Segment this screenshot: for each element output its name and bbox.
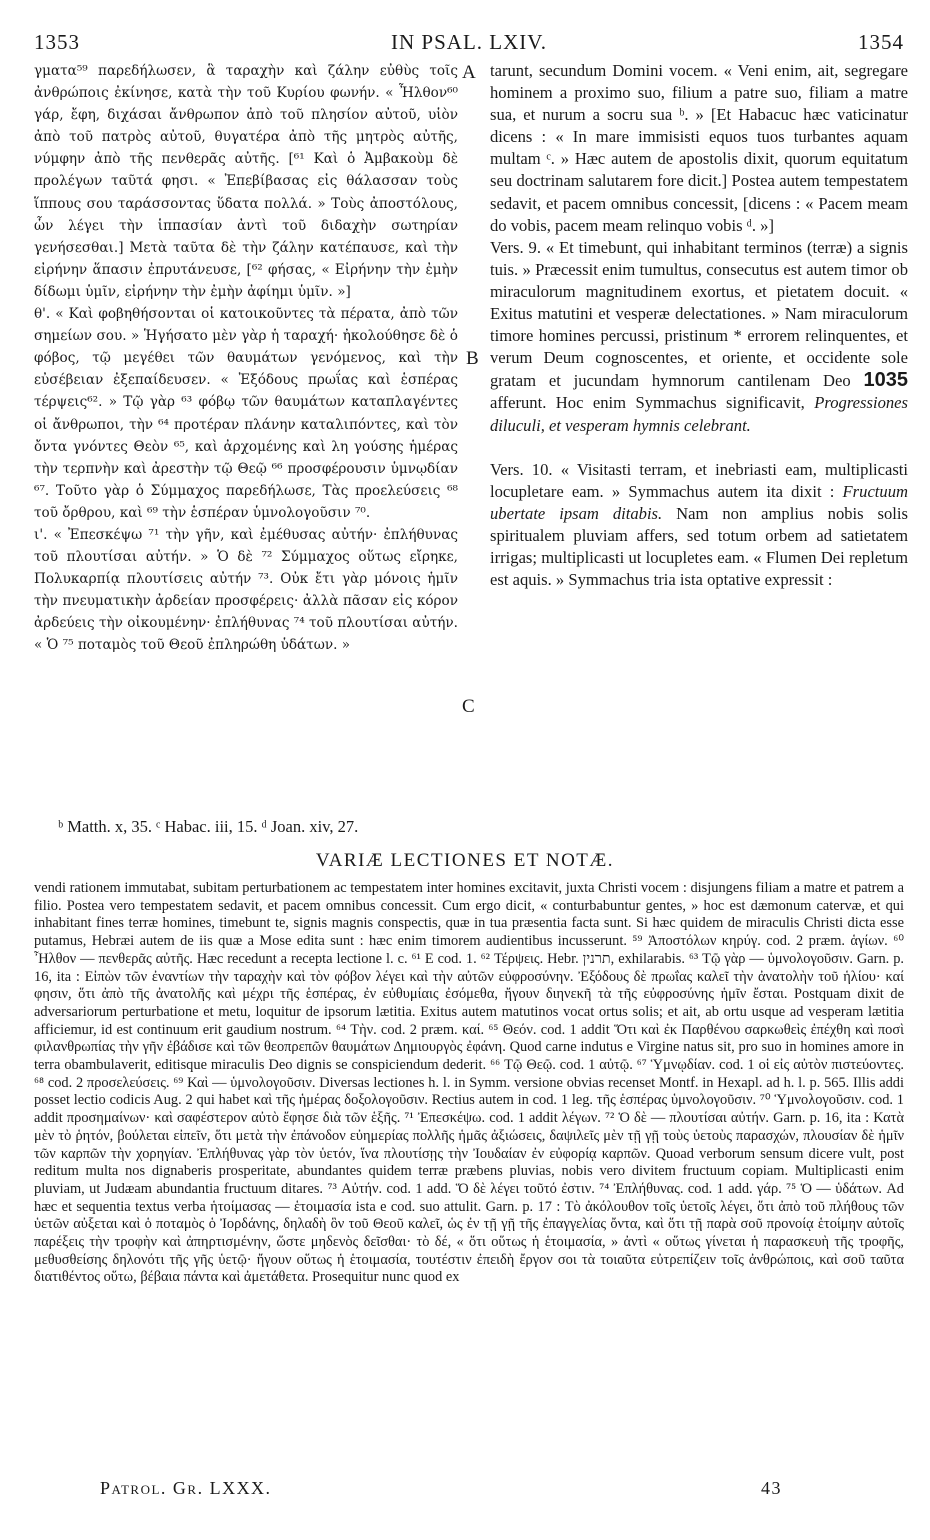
footer-volume: Patrol. Gr. LXXX. [100, 1478, 272, 1498]
latin-verse-10-italic: Fructuum ubertate ipsam ditabis. [490, 481, 908, 523]
latin-paragraph-2 [490, 237, 908, 437]
greek-paragraph-2: θ'. « Καὶ φοβηθήσονται οἱ κατοικοῦντες τὰ πέρατα, ἀπὸ τῶν σημείων σου. » Ἡγήσατο μὲν γὰρ ἡ ταραχή· ἠκολούθησε δὲ ὁ φόβος, τῷ μεγέθει τῶν θαυμάτων γενόμενος, καὶ τὴν εὐσέβειαν ἐξεπαίδευσεν. « Ἐξόδους πρωΐας καὶ ἑσπέρας τέρψεις⁶². » Τῷ γὰρ ⁶³ φόβῳ τῶν θαυμάτων καταπλαγέντες οἱ ἄνθρωποι, τὴν ⁶⁴ προτέραν πλάνην καταλιπόντες, καὶ τὸν ὄντα γνόντες Θεὸν ⁶⁵, καὶ ἀρχομένης καὶ λη γούσης ἡμέρας τὴν τερπνὴν καὶ ἀρεστὴν τῷ Θεῷ ⁶⁶ προσφέρουσιν ὑμνῳδίαν ⁶⁷. Τοῦτο γὰρ ὁ Σύμμαχος παρεδήλωσε, Τὰς προελεύσεις ⁶⁸ τοῦ ὄρθρου, καὶ ⁶⁹ τὴν ἑσπέραν ὑμνολογοῦσιν ⁷⁰. [34, 306, 458, 521]
scripture-footnotes: ᵇ Matth. x, 35. ᶜ Habac. iii, 15. ᵈ Joan. xiv, 27. [58, 817, 359, 836]
greek-column [34, 60, 458, 812]
margin-letter-c: C [462, 696, 475, 717]
column-number-right: 1354 [858, 30, 904, 54]
latin-column [490, 60, 908, 812]
notes-text: vendi rationem immutabat, subitam perturbationem ac tempestatem inter homines excitavit, juxta Christi vocem : disjungens filiam a matre et patrem a filio. Postea vero tempestatem sedavit, et pacem omnibus concessit. Cum ergo dicit, « conturbabuntur gentes, » hoc est dæmonum catervæ, et qui inhabitant fines terræ homines, timebunt te, signis magnis conspectis, quæ in tua præsentia facta sunt. Si hæc quidem de miraculis Christi dicta esse putamus, Hebræi autem de iis quæ a Mose edita sunt : hæc enim timorem audientibus incusserunt. ⁵⁹ Ἀποστόλων κηρύγ. cod. 2 præm. ἁγίων. ⁶⁰ Ἦλθον — πενθερᾶς αὐτῆς. Hæc recedunt a recepta lectione l. c. ⁶¹ E cod. 1. ⁶² Τέρψεις. Hebr. תרנין, exhilarabis. ⁶³ Τῷ γὰρ — ὑμνολογοῦσιν. Garn. p. 16, ita : Εἰπὼν τῶν ἐναντίων τὴν ταραχὴν καὶ τὸν φόβον λέγει καὶ τὴν αὐτῶν εὐφροσύνην. Ἐξόδους δὲ πρωΐας καλεῖ τὴν ἀνατολὴν τοῦ ἡλίου· καί φησιν, ὅτι ἀπὸ τῆς ἀνατολῆς καὶ μέχρι τῆς ἑσπέρας, ἐν εὐθυμίαις ἐσόμεθα, ἤγουν διηνεκῆ τὰ τῆς εὐφροσύνης ἡμῖν ἔσται. Postquam dixit de adversariorum perturbatione et metu, loquitur de ipsorum lætitia. Exitus autem matutinos vocat ortus solis; et ait, ab ortu usque ad vesperam lætitia afficiemur, id est continuum erit gaudium nostrum. ⁶⁴ Τὴν. cod. 2 præm. καί. ⁶⁵ Θεόν. cod. 1 addit Ὅτι καὶ ἐκ Παρθένου σαρκωθεὶς ἐπέχθη καὶ ποσὶ φιλανθρωπίας τὴν γῆν ἐβάδισε καὶ τῶν θεοπρεπῶν θαυμάτων Δημιουργὸς ἐφάνη. Quod carne indutus e Virgine natus sit, pro suo in homines amore in terra obambulaverit, editisque miraculis Deo dignis se conspiciendum dederit. ⁶⁶ Τῷ Θεῷ. cod. 1 αὐτῷ. ⁶⁷ Ὑμνῳδίαν. cod. 1 οἱ εἰς αὐτὸν πιστεύοντες. ⁶⁸ cod. 2 προσελεύσεις. ⁶⁹ Καὶ — ὑμνολογοῦσιν. Diversas lectiones h. l. in Symm. versione obvias recenset Montf. in Hexapl. ad h. l. p. 565. Illis addi posset lectio codicis Aug. 2 qui habet καὶ τῆς ἡμέρας δοξολογοῦσιν. Rectius autem in cod. 1 leg. τῆς ἑσπέρας ὑμνολογοῦσιν. ⁷⁰ Ὑμνολογοῦσιν. cod. 1 addit προσημαίνων· καὶ σαφέστερον αὐτὸ ἔφησε διὰ τῶν ἑξῆς. ⁷¹ Ἐπεσκέψω. cod. 1 addit λέγων. ⁷² Ὁ δὲ — πλουτίσαι αὐτήν. Garn. p. 16, ita : Κατὰ μὲν τὸ ῥητόν, βούλεται εἰπεῖν, ὅτι μετὰ τὴν ἐπάνοδον εὐημερίας πολλῆς ἡμᾶς ἀξιώσεις, δαψιλεῖς μὲν τῇ γῇ τοὺς ὑετοὺς παρασχών, πλουσίαν δὲ ἡμῖν τῶν καρπῶν τὴν χορηγίαν. Ἐπλήθυνας γὰρ τὸν ὑετόν, ἵνα πλουτίσῃς τὴν Ἰουδαίαν ἐν εὐφορίᾳ καρπῶν. Quoad verborum sensum dicere vult, post reditum multa nos dignaberis prosperitate, abundantes quidem terræ præbens pluvias, nobis vero divitem fructuum copiam. Multiplicasti enim pluviam, ut Judæam abundantia fructuum ditares. ⁷³ Αὐτήν. cod. 1 add. Ὅ δὲ λέγει τοῦτό ἐστιν. ⁷⁴ Ἐπλήθυνας. cod. 1 add. γάρ. ⁷⁵ Ὁ — ὑδάτων. Ad hæc et sequentia textus verba ἡτοίμασας — ἑτοιμασία ista e cod. suo attulit. Garn. p. 17 : Τὸ ἀκόλουθον τοῖς ὑετοῖς λέγει, ὅτι ἀπὸ τοῦ πλήθους τῶν ὑετῶν αὐξεται καὶ ὁ ποταμὸς ὁ Ἰορδάνης, δηλαδὴ ὃν τοῦ Θεοῦ καλεῖ, ὡς ἐν τῇ γῇ τῆς ἐπαγγελίας ὄντα, καὶ ὅτι τῇ παρὰ σοῦ προνοίᾳ ἑτοίμην αὐτοῖς παρέξεις τὴν τροφὴν καὶ ἀπηρτισμένην, ὥστε μηδενὸς δεῖσθαι· τὸ δέ, « ὅτι οὕτως ἡ ἑτοιμασία, » ἀντὶ « οὕτως γίνεται ἡ παρασκευὴ τῆς τροφῆς, μεθυσθείσης δηλονότι τῆς γῆς ὑετῷ· ἤγουν οὕτως ἡ ἑτοιμασία, τουτέστιν ἐπειδὴ ἔργον σοι τὰ τοιαῦτα εὐτρεπίζειν τοῖς ἀνθρώποις, καὶ σοῦ ταῦτα διατιθέντος οὕτω, βέβαια πάντα καὶ ἀμετάθετα. Prosequitur nunc quod ex [34, 880, 904, 1286]
greek-paragraph-1: γματα⁵⁹ παρεδήλωσεν, ἃ ταραχὴν καὶ ζάλην εὐθὺς τοῖς ἀνθρώποις ἐκίνησε, κατὰ τὴν τοῦ Κυρίου φωνήν. « Ἦλθον⁶⁰ γάρ, ἔφη, διχάσαι ἄνθρωπον ἀπὸ τοῦ πλησίον αὐτοῦ, υἱὸν ἀπὸ τοῦ πατρὸς αὐτοῦ, θυγατέρα ἀπὸ τῆς μητρὸς αὐτῆς, νύμφην ἀπὸ τῆς πενθερᾶς αὐτῆς. [⁶¹ Καὶ ὁ Ἀμβακοὺμ δὲ προλέγων ταῦτά φησι. « Ἐπεβίβασας εἰς θάλασσαν τοὺς ἵππους σου ταράσσοντας ὕδατα πολλά. » Τοὺς ἀποστόλους, ὧν λέγει τὴν ἱππασίαν ἀντὶ τοῦ διδαχὴν σωτηρίαν γενήσεσθαι.] Μετὰ ταῦτα δὲ τὴν ζάλην κατέπαυσε, καὶ τὴν εἰρήνην ἅπασιν ἐπρυτάνευσε, [⁶² φήσας, « Εἰρήνην τὴν ἐμὴν δίδωμι ὑμῖν, εἰρήνην τὴν ἐμὴν ἀφίημι ὑμῖν. »] [34, 63, 458, 300]
latin-verse-10-text: Vers. 10. « Visitasti terram, et inebriasti eam, multiplicasti locupletare eam. » Symmachus autem ita dixit : [490, 459, 908, 501]
latin-paragraph-1: tarunt, secundum Domini vocem. « Veni enim, ait, segregare hominem a proximo suo, filium a patre suo, filiam a matre sua, et nurum a socru sua ᵇ. » [Et Habacuc hæc vaticinatur dicens : « In mare immisisti equos tuos turbantes aquam multam ᶜ. » Hæc autem de apostolis dixit, quorum equitatum seu doctrinam salutarem fore dicit.] Postea autem tempestatem sedavit, et pacem omnibus concessit, [dicens : « Pacem meam do vobis, pacem meam relinquo vobis ᵈ. »] [490, 61, 908, 235]
margin-letter-b: B [466, 348, 479, 369]
variant-readings-notes [34, 880, 904, 1465]
text-columns [34, 60, 908, 820]
latin-verse-9-text: Vers. 9. « Et timebunt, qui inhabitant terminos (terræ) a signis tuis. » Præcessit enim tumultus, consecutus est autem timor ob miraculorum magnitudinem exortus, et pietatem docuit. « Exitus matutini et vesperæ delectationes. » Nam miraculorum timore homines percussi, pristinum * errorem relinquentes, et verum Deum cognoscentes, et oriente, et occidente sole gratam et jucundam hymnorum cantilenam Deo [490, 237, 908, 391]
running-title: IN PSAL. LXIV. [391, 30, 547, 54]
page-marker-number: 1035 [863, 369, 908, 392]
margin-letter-a: A [462, 62, 476, 83]
running-head [34, 30, 904, 56]
latin-paragraph-3 [490, 459, 908, 592]
column-number-left: 1353 [34, 30, 80, 54]
latin-verse-10-cont: Nam non amplius nobis solis spiritualem pluviam affers, sed totum orbem ad satietatem irrigas; multiplicasti ut locupletes eam. « Flumen Dei repletum est aquis. » Symmachus tria ista optative expressit : [490, 503, 908, 590]
footer-signature: 43 [761, 1478, 782, 1498]
notes-title: VARIÆ LECTIONES ET NOTÆ. [315, 850, 615, 871]
latin-verse-9-italic: Progressiones diluculi, et vesperam hymnis celebrant. [490, 393, 908, 435]
page-footer [100, 1478, 782, 1508]
latin-verse-9-cont: afferunt. Hoc enim Symmachus significavit, [490, 393, 805, 413]
greek-paragraph-3: ι'. « Ἐπεσκέψω ⁷¹ τὴν γῆν, καὶ ἐμέθυσας αὐτήν· ἐπλήθυνας τοῦ πλουτίσαι αὐτήν. » Ὁ δὲ ⁷² Σύμμαχος οὕτως εἴρηκε, Πολυκαρπίᾳ πλουτίσεις αὐτήν ⁷³. Οὐκ ἔτι γὰρ μόνοις ἡμῖν τὴν πνευματικὴν ἀρδείαν προσφέρεις· ἀλλὰ πᾶσαν εἰς κόρον ἀρδεύεις τὴν οἰκουμένην· ἐπλήθυνας ⁷⁴ τοῦ πλουτίσαι αὐτήν. « Ὁ ⁷⁵ ποταμὸς τοῦ Θεοῦ ἐπληρώθη ὑδάτων. » [34, 526, 458, 654]
